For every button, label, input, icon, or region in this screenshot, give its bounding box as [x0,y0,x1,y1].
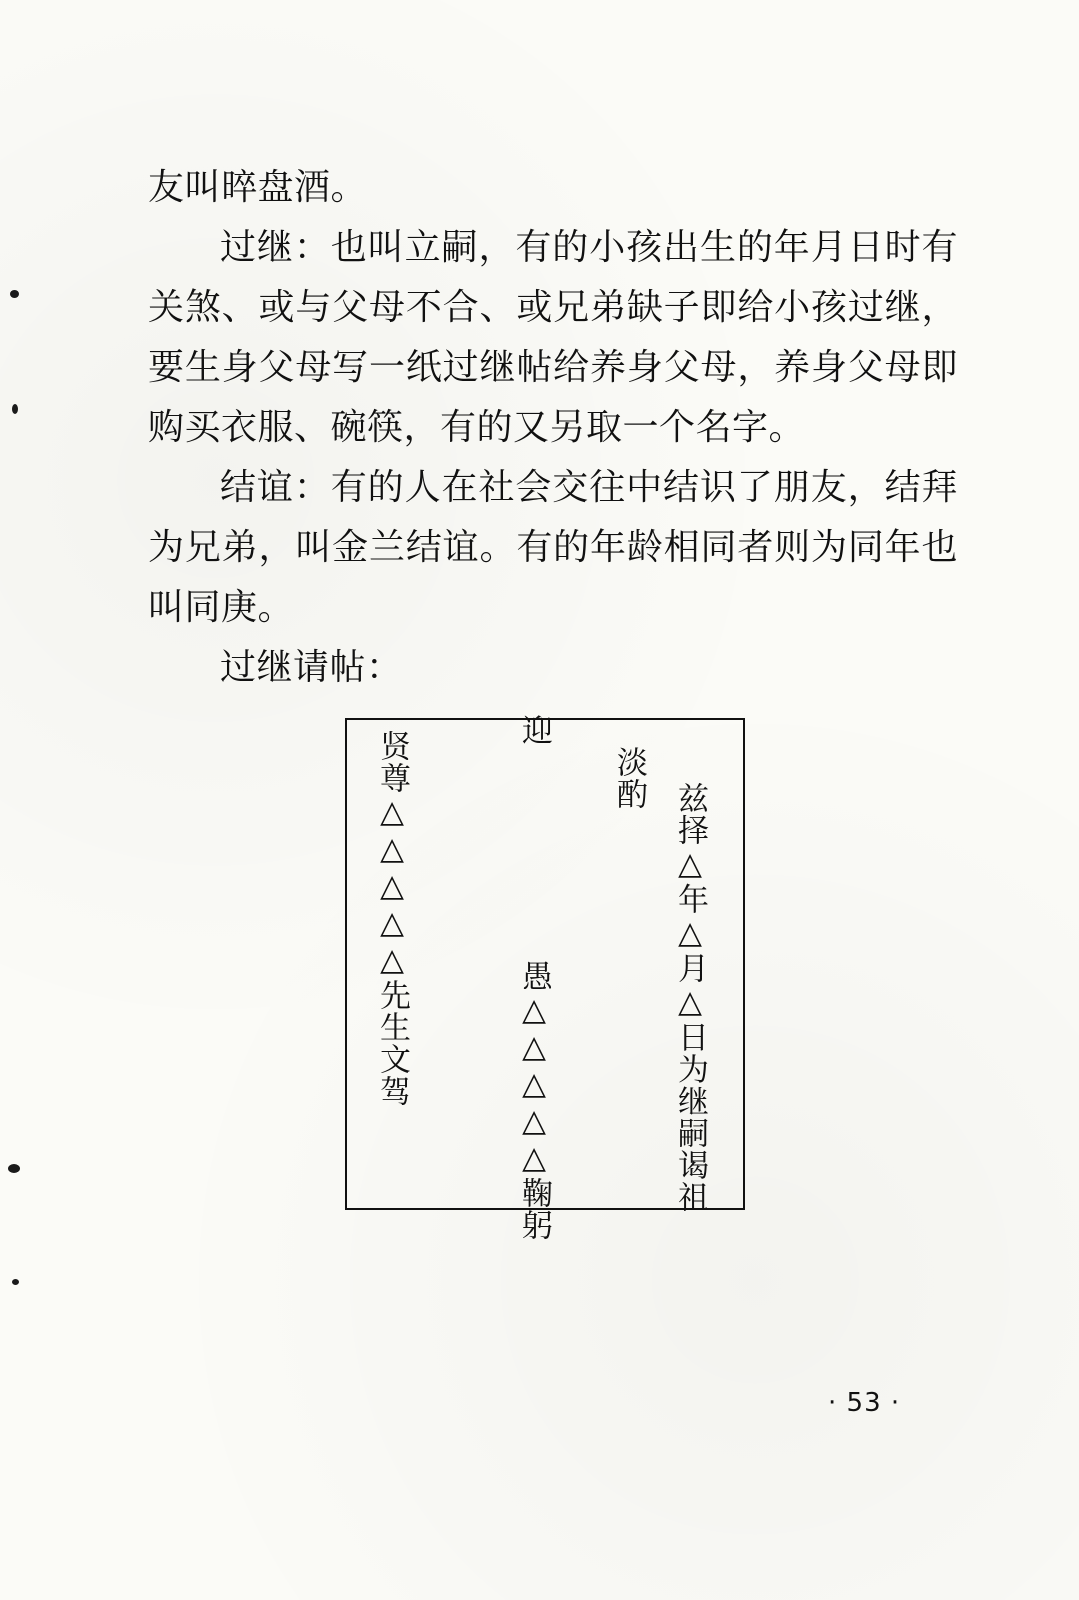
paragraph-adoption: 过继：也叫立嗣，有的小孩出生的年月日时有关煞、或与父母不合、或兄弟缺子即给小孩过继，要生身父母写一纸过继帖给养身父母，养身父母即购买衣服、碗筷，有的又另取一个名字。 [148,227,958,448]
adoption-invitation-card [345,714,745,1241]
paragraph-sworn-brotherhood: 结谊：有的人在社会交往中结识了朋友，结拜为兄弟，叫金兰结谊。有的年龄相同者则为同年也叫同庚。 [148,467,958,628]
page-number: · 53 · [828,1388,901,1418]
scan-speck [12,1279,19,1285]
invitation-heading: 过继请帖： [220,647,403,688]
scan-speck [8,1164,20,1173]
invitation-column-date: 兹择△年△月△日为继嗣谒祖 [672,782,708,1213]
body-text [148,158,958,698]
scan-speck [10,290,19,298]
invitation-column-sender: 愚△△△△△鞠躬 [516,960,552,1241]
invitation-column-recipient: 贤尊△△△△△先生文驾 [374,730,410,1107]
invitation-column-wine: 淡酌 [611,746,647,810]
invitation-column-welcome: 迎 [516,714,552,746]
paragraph-continuation: 友叫晬盘酒。 [148,167,368,208]
scan-speck [12,404,18,414]
